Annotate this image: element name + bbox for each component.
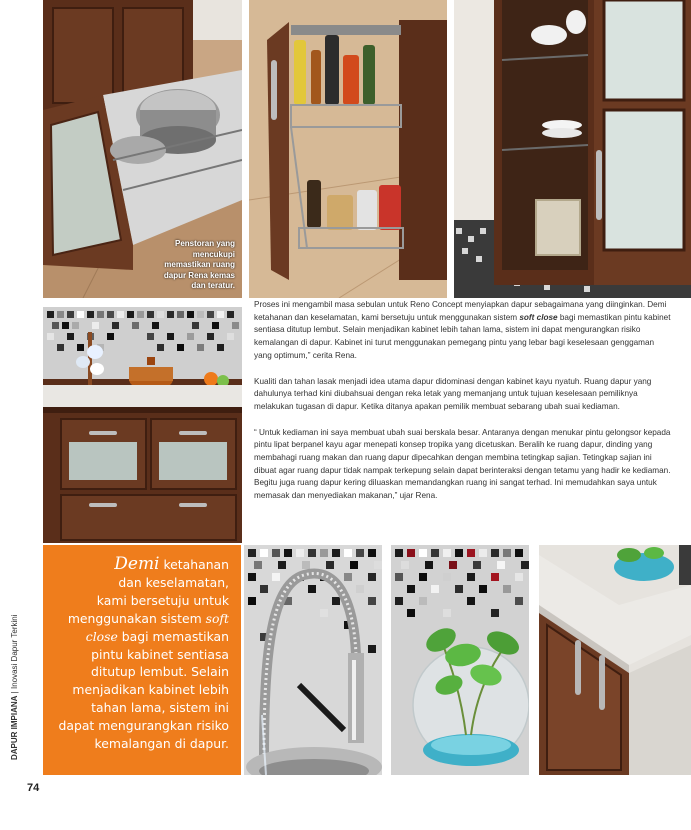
pull-quote-line: menjadikan kabinet lebih	[72, 682, 229, 698]
pull-quote-close: close	[85, 628, 118, 644]
caption-line: Penstoran yang	[174, 239, 235, 248]
photo-plant-bowl	[391, 545, 529, 775]
soft-close-emphasis: soft close	[519, 312, 558, 322]
photo-caption	[153, 239, 235, 292]
pull-quote-line: tahan lama, sistem ini	[91, 700, 229, 716]
photo-cabinet-corner	[539, 545, 691, 775]
glass-cabinet-illustration	[454, 0, 691, 298]
photo-glass-cabinet	[454, 0, 691, 298]
caption-line: dan teratur.	[191, 281, 235, 290]
paragraph-1-text-b: bagi memastikan pintu kabinet sentiasa ditutup lembut. Selain menjadikan kabinet lebih tahan lama, sistem ini dapat mengurangkan risiko kemalangan di dapur. Kabinet ini turut menggunakan pemegang pintu yang lebar bagi keselesaan genggaman yang optimum,” cerita Rena.	[254, 312, 671, 360]
pull-quote-segment: menggunakan sistem	[67, 610, 206, 626]
magazine-side-label	[10, 614, 19, 760]
kitchen-counter-illustration	[43, 307, 242, 543]
pull-quote-line: dapat mengurangkan risiko	[58, 718, 229, 734]
pull-quote-line: ditutup lembut. Selain	[91, 664, 229, 680]
faucet-illustration	[244, 545, 382, 775]
pull-quote-line: pintu kabinet sentiasa	[91, 646, 229, 662]
pull-quote-line: dan keselamatan,	[118, 574, 229, 590]
caption-line: memastikan ruang	[164, 260, 235, 269]
paragraph-2: Kualiti dan tahan lasak menjadi idea utama dapur didominasi dengan kabinet kayu nyatuh. Ruang dapur yang dahulunya terhad kini diubahsuai dengan reka letak yang memanjang untuk tujuan keselesaan pemiliknya melakukan tugasan di dapur. Ketika ditanya apakan pemilik membuat sebarang ubah suai kediaman.	[254, 376, 652, 411]
photo-pot-drawer	[43, 0, 242, 298]
cabinet-corner-illustration	[539, 545, 691, 775]
photo-bottle-rack	[249, 0, 447, 298]
caption-line: dapur Rena kemas	[163, 270, 235, 280]
caption-line: mencukupi	[192, 249, 235, 259]
bottle-rack-illustration	[249, 0, 447, 298]
paragraph-3: “ Untuk kediaman ini saya membuat ubah suai berskala besar. Antaranya dengan menukar pintu gelongsor kepada pintu lipat berpanel kayu agar menepati konsep tropika yang dicetuskan. Beralih ke ruang dapur, dinding yang membahagi ruang makan dan ruang dapur dipecahkan dengan membina tetingkap sajian. Tetingkap sajian ini dibuat agar ruang dapur tidak nampak terkepung selain dapat berinteraksi dengan tetamu yang hadir ke kediaman. Begitu juga ruang dapur kering diluaskan memandangkan ruang ini sangat terhad. Ini memudahkan saya untuk memasak dan menyediakan makanan,” ujar Rena.	[254, 427, 671, 501]
pull-quote-line	[43, 628, 229, 646]
paragraph-1-text-a: Proses ini mengambil masa sebulan untuk Reno Concept menyiapkan dapur sebagaimana yang diinginkan. Demi ketahanan dan keselamatan, kami bersetuju untuk menggunakan sistem	[254, 300, 667, 322]
pull-quote-line: kami bersetuju untuk	[96, 592, 229, 608]
photo-kitchen-counter	[43, 307, 242, 543]
pull-quote-soft: soft	[205, 610, 229, 626]
plant-bowl-illustration	[391, 545, 529, 775]
side-label-separator: |	[10, 689, 19, 696]
article-body	[254, 299, 674, 516]
pull-quote-box	[43, 545, 241, 775]
page-number: 74	[27, 782, 40, 794]
pull-quote-text	[43, 556, 229, 753]
pull-quote-line-rest: ketahanan	[159, 557, 229, 572]
section-name: Inovasi Dapur Terkini	[10, 614, 19, 690]
pull-quote-segment: bagi memastikan	[117, 628, 229, 644]
magazine-name: DAPUR IMPIANA	[10, 695, 19, 760]
paragraph-1	[254, 299, 674, 363]
photo-faucet	[244, 545, 382, 775]
pull-quote-line	[43, 556, 229, 574]
pull-quote-lead: Demi	[114, 554, 160, 574]
pull-quote-line: kemalangan di dapur.	[94, 736, 229, 752]
pull-quote-line	[43, 610, 229, 628]
